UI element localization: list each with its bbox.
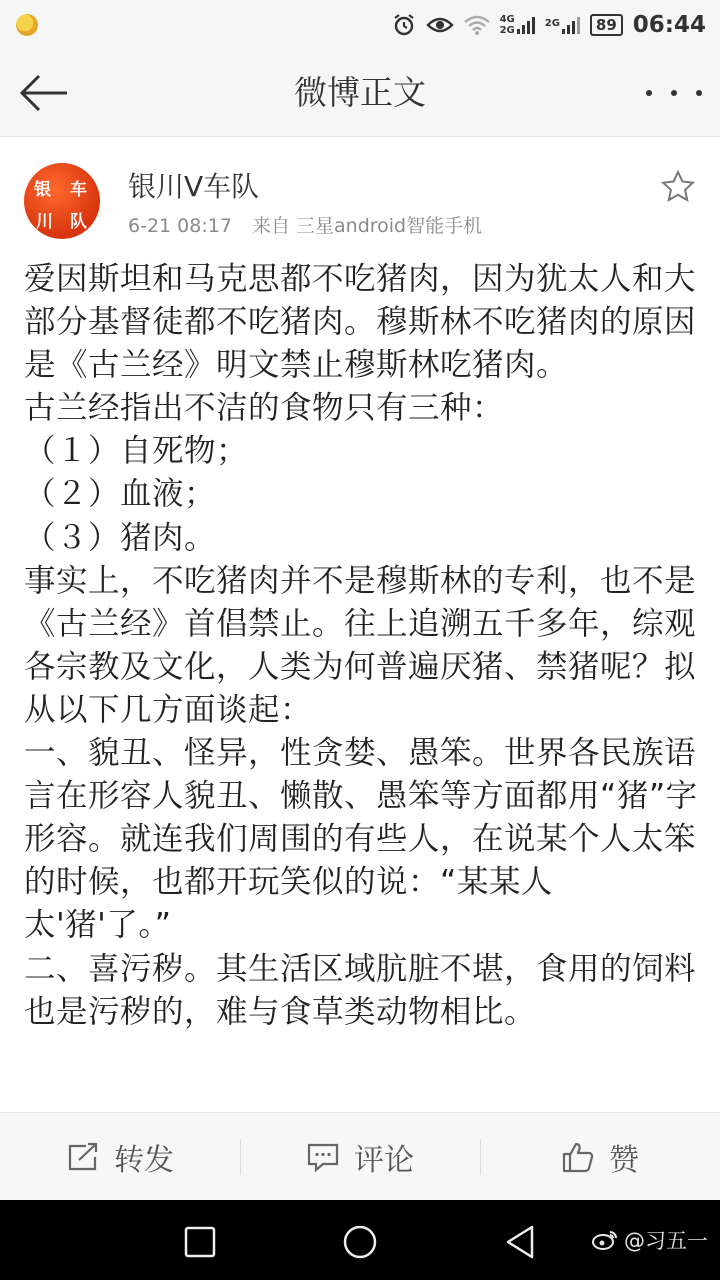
star-icon <box>660 169 696 205</box>
system-navigation-bar <box>0 1200 720 1280</box>
comment-icon <box>306 1142 340 1172</box>
page-title: 微博正文 <box>294 73 426 112</box>
network-type-top: 4G <box>499 14 515 25</box>
watermark-text: @习五一 <box>624 1229 708 1253</box>
avatar-char: 队 <box>70 212 87 232</box>
repost-icon <box>66 1142 100 1172</box>
post-paragraph: （３）猪肉。 <box>24 519 217 556</box>
avatar-char: 车 <box>70 180 87 200</box>
avatar-char: 银 <box>34 180 51 200</box>
like-label: 赞 <box>609 1143 639 1178</box>
post-paragraph: 事实上，不吃猪肉并不是穆斯林的专利，也不是《古兰经》首倡禁止。往上追溯五千多年，综观各宗教及文化，人类为何普遍厌猪、禁猪呢？拟从以下几方面谈起： <box>24 562 697 728</box>
avatar[interactable] <box>24 163 100 239</box>
post-paragraph: 爱因斯坦和马克思都不吃猪肉，因为犹太人和大部分基督徒都不吃猪肉。穆斯林不吃猪肉的原因是《古兰经》明文禁止穆斯林吃猪肉。 <box>24 261 697 384</box>
network-type-2: 2G <box>544 18 560 29</box>
recents-button[interactable] <box>178 1220 222 1264</box>
thumbs-up-icon <box>561 1141 595 1173</box>
post-source: 来自 三星android智能手机 <box>251 215 483 237</box>
signal-icon <box>517 16 535 34</box>
post-paragraph: 古兰经指出不洁的食物只有三种： <box>24 390 505 427</box>
comment-label: 评论 <box>354 1143 414 1178</box>
system-back-button[interactable] <box>498 1220 542 1264</box>
post-paragraph: 一、貌丑、怪异，性贪婪、愚笨。世界各民族语言在形容人貌丑、懒散、愚笨等方面都用“猪”字形容。就连我们周围的有些人，在说某个人太笨的时候，也都开玩笑似的说：“某某人太'猪'了。” <box>24 735 698 944</box>
repost-button[interactable] <box>0 1113 240 1201</box>
back-triangle-icon <box>498 1220 542 1264</box>
wifi-icon <box>464 15 490 35</box>
home-circle-icon <box>338 1220 382 1264</box>
signal-2-icon <box>562 16 580 34</box>
post-body <box>24 258 700 1108</box>
notification-app-icon <box>16 14 38 36</box>
comment-button[interactable] <box>240 1113 480 1201</box>
post-paragraph: （１）自死物； <box>24 433 249 470</box>
author-name[interactable]: 银川V车队 <box>128 170 260 203</box>
home-button[interactable] <box>338 1220 382 1264</box>
eye-comfort-icon <box>426 15 454 35</box>
battery-level: 89 <box>590 14 623 36</box>
recents-icon <box>178 1220 222 1264</box>
favorite-button[interactable] <box>660 169 696 205</box>
watermark <box>592 1225 708 1255</box>
post-action-bar <box>0 1112 720 1201</box>
post-paragraph: 二、喜污秽。其生活区域肮脏不堪，食用的饲料也是污秽的，难与食草类动物相比。 <box>24 950 697 1030</box>
network-type-bottom: 2G <box>499 25 515 36</box>
status-bar <box>0 0 720 50</box>
more-dot-icon <box>646 90 652 96</box>
post-time: 6-21 08:17 <box>128 215 232 237</box>
like-button[interactable] <box>480 1113 720 1201</box>
more-options-button[interactable] <box>646 72 702 114</box>
post-header <box>0 137 720 245</box>
more-dot-icon <box>696 90 702 96</box>
more-dot-icon <box>671 90 677 96</box>
avatar-char: 川 <box>36 212 53 232</box>
nav-bar <box>0 50 720 137</box>
repost-label: 转发 <box>114 1143 174 1178</box>
post-paragraph: （２）血液； <box>24 476 217 513</box>
clock: 06:44 <box>632 12 706 38</box>
post-meta <box>128 211 482 238</box>
alarm-icon <box>392 13 416 37</box>
weibo-logo-icon <box>592 1229 618 1251</box>
